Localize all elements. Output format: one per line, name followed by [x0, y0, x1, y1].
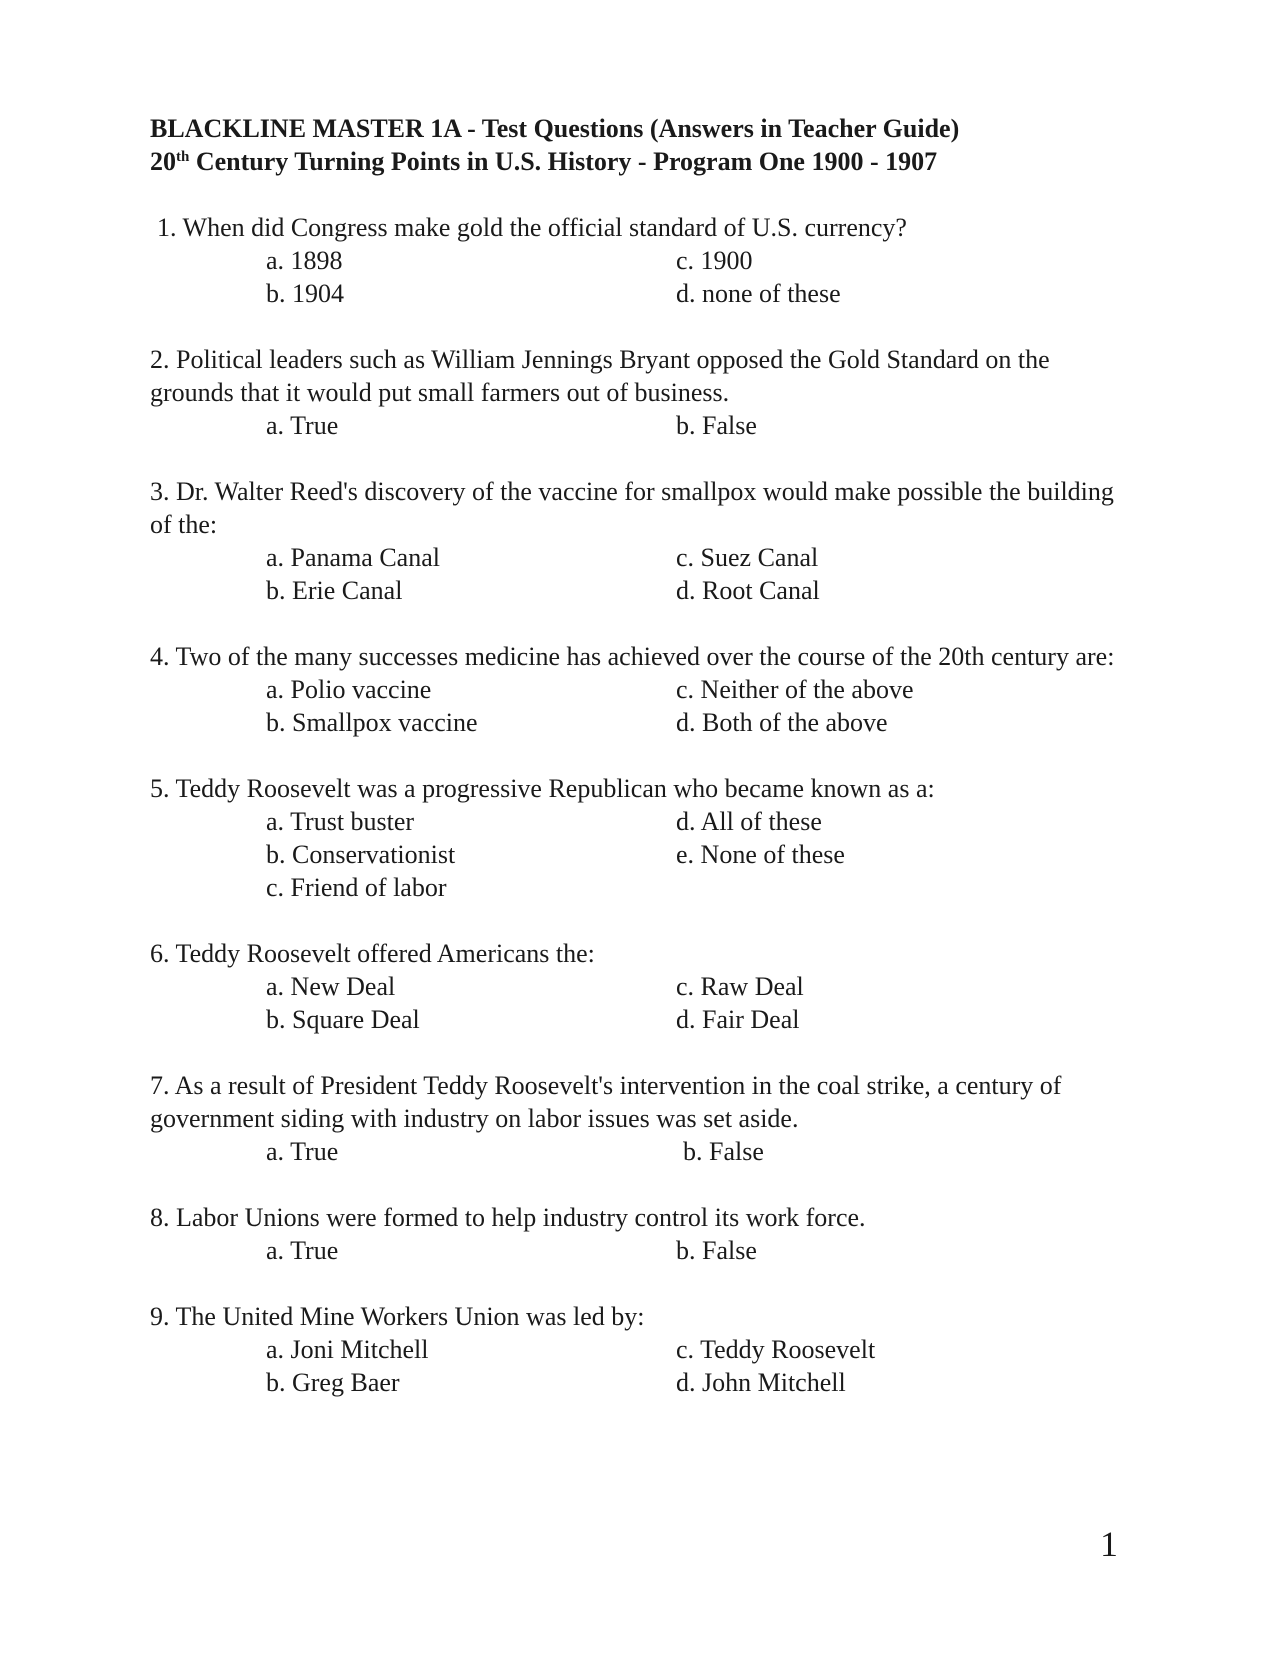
answer-option: b. Erie Canal: [266, 576, 403, 605]
answer-option: d. none of these: [676, 279, 841, 308]
answer-option: b. Conservationist: [266, 840, 456, 869]
title-line-1: BLACKLINE MASTER 1A - Test Questions (Answers in Teacher Guide): [150, 114, 960, 143]
answer-option: b. Square Deal: [266, 1005, 420, 1034]
answer-option: a. Trust buster: [266, 807, 415, 836]
page-number: 1: [1100, 1524, 1118, 1564]
document-page: [150, 112, 1130, 1432]
answer-option: d. Fair Deal: [676, 1005, 800, 1034]
answer-options: [266, 1135, 1130, 1168]
answer-option: a. True: [266, 411, 339, 440]
question-text: 2. Political leaders such as William Jennings Bryant opposed the Gold Standard on the grounds that it would put small farmers out of business.: [150, 345, 1050, 407]
question-5: [150, 772, 1130, 904]
answer-option: b. False: [676, 411, 757, 440]
question-7: [150, 1069, 1130, 1168]
answer-option: a. True: [266, 1236, 339, 1265]
answer-option: c. Friend of labor: [266, 873, 447, 902]
question-text: 1. When did Congress make gold the official standard of U.S. currency?: [157, 213, 907, 242]
question-list: [150, 211, 1130, 1399]
answer-option: b. 1904: [266, 279, 344, 308]
question-text: 7. As a result of President Teddy Roosevelt's intervention in the coal strike, a century of government siding with industry on labor issues was set aside.: [150, 1071, 1062, 1133]
answer-options: [266, 409, 1130, 442]
question-text: 4. Two of the many successes medicine has achieved over the course of the 20th century are:: [150, 642, 1115, 671]
question-text: 6. Teddy Roosevelt offered Americans the:: [150, 939, 595, 968]
answer-options: [266, 244, 1130, 310]
answer-option: a. Polio vaccine: [266, 675, 432, 704]
answer-option: b. Smallpox vaccine: [266, 708, 478, 737]
question-2: [150, 343, 1130, 442]
question-text: 9. The United Mine Workers Union was led by:: [150, 1302, 645, 1331]
question-text: 3. Dr. Walter Reed's discovery of the vaccine for smallpox would make possible the building of the:: [150, 477, 1114, 539]
answer-options: [266, 673, 1130, 739]
page-title: [150, 112, 1130, 145]
question-text: 8. Labor Unions were formed to help industry control its work force.: [150, 1203, 866, 1232]
question-8: [150, 1201, 1130, 1267]
answer-option: b. Greg Baer: [266, 1368, 400, 1397]
answer-option: a. 1898: [266, 246, 343, 275]
answer-option: a. New Deal: [266, 972, 396, 1001]
answer-option: a. True: [266, 1137, 339, 1166]
answer-options: [266, 805, 1130, 904]
answer-option: a. Joni Mitchell: [266, 1335, 429, 1364]
subtitle-superscript: th: [176, 149, 190, 165]
answer-option: c. Suez Canal: [676, 543, 819, 572]
question-text: 5. Teddy Roosevelt was a progressive Republican who became known as a:: [150, 774, 935, 803]
page-subtitle: [150, 145, 1130, 178]
answer-option: b. False: [676, 1236, 757, 1265]
answer-option: c. Neither of the above: [676, 675, 914, 704]
answer-option: c. 1900: [676, 246, 753, 275]
answer-option: d. Both of the above: [676, 708, 888, 737]
answer-option: a. Panama Canal: [266, 543, 440, 572]
answer-option: b. False: [683, 1137, 764, 1166]
answer-option: c. Raw Deal: [676, 972, 804, 1001]
question-6: [150, 937, 1130, 1036]
answer-option: e. None of these: [676, 840, 845, 869]
answer-option: c. Teddy Roosevelt: [676, 1335, 876, 1364]
answer-options: [266, 1333, 1130, 1399]
subtitle-rest: Century Turning Points in U.S. History - Program One 1900 - 1907: [189, 147, 938, 176]
question-4: [150, 640, 1130, 739]
answer-option: d. John Mitchell: [676, 1368, 846, 1397]
answer-option: d. Root Canal: [676, 576, 820, 605]
question-9: [150, 1300, 1130, 1399]
answer-options: [266, 1234, 1130, 1267]
answer-options: [266, 970, 1130, 1036]
answer-options: [266, 541, 1130, 607]
answer-option: d. All of these: [676, 807, 822, 836]
question-1: [150, 211, 1130, 310]
subtitle-prefix: 20: [150, 147, 176, 176]
question-3: [150, 475, 1130, 607]
